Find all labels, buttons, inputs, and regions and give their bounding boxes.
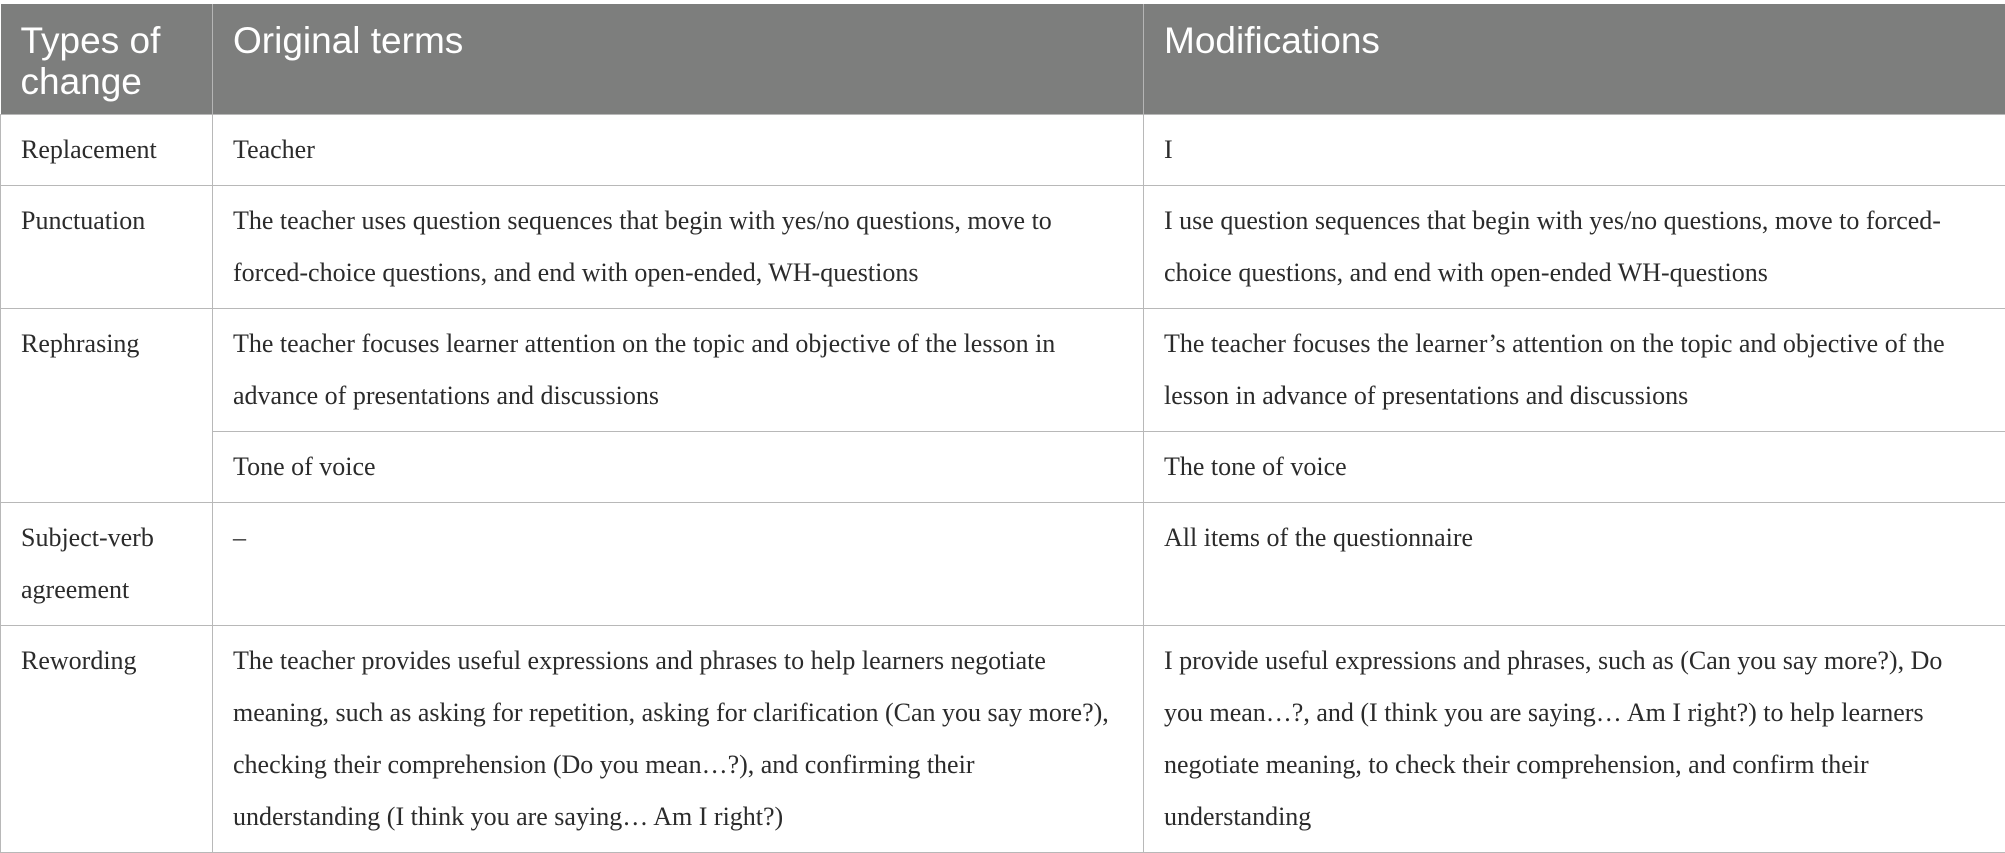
type-cell: Rewording (1, 625, 213, 852)
modification-cell: All items of the questionnaire (1144, 502, 2005, 625)
original-cell: The teacher focuses learner attention on the topic and objective of the lesson in advance of presentations and discussions (213, 308, 1144, 431)
modification-cell: The teacher focuses the learner’s attention on the topic and objective of the lesson in advance of presentations and discussions (1144, 308, 2005, 431)
modification-cell: The tone of voice (1144, 431, 2005, 502)
header-row (1, 4, 2005, 114)
header-modifications: Modifications (1144, 4, 2005, 114)
original-cell: Teacher (213, 114, 1144, 185)
table-header (1, 4, 2005, 114)
type-cell: Replacement (1, 114, 213, 185)
table-row (1, 625, 2005, 852)
table-row (1, 502, 2005, 625)
header-original-terms: Original terms (213, 4, 1144, 114)
type-cell: Rephrasing (1, 308, 213, 502)
modification-cell: I use question sequences that begin with yes/no questions, move to forced-choice questions, and end with open-ended WH-questions (1144, 185, 2005, 308)
header-types-of-change: Types of change (1, 4, 213, 114)
table-row (1, 185, 2005, 308)
modification-cell: I (1144, 114, 2005, 185)
type-cell: Punctuation (1, 185, 213, 308)
modifications-table (0, 4, 2005, 853)
original-cell: – (213, 502, 1144, 625)
table-row (1, 308, 2005, 431)
original-cell: The teacher provides useful expressions and phrases to help learners negotiate meaning, such as asking for repetition, asking for clarification (Can you say more?), checking their comprehension (Do you mean…?), and confirming their understanding (I think you are saying… Am I right?) (213, 625, 1144, 852)
table-row (1, 114, 2005, 185)
original-cell: The teacher uses question sequences that begin with yes/no questions, move to forced-choice questions, and end with open-ended, WH-questions (213, 185, 1144, 308)
modification-cell: I provide useful expressions and phrases, such as (Can you say more?), Do you mean…?, and (I think you are saying… Am I right?) to help learners negotiate meaning, to check their comprehension, and confirm their understanding (1144, 625, 2005, 852)
original-cell: Tone of voice (213, 431, 1144, 502)
table-body (1, 114, 2005, 852)
table-row (1, 431, 2005, 502)
type-cell: Subject-verb agreement (1, 502, 213, 625)
